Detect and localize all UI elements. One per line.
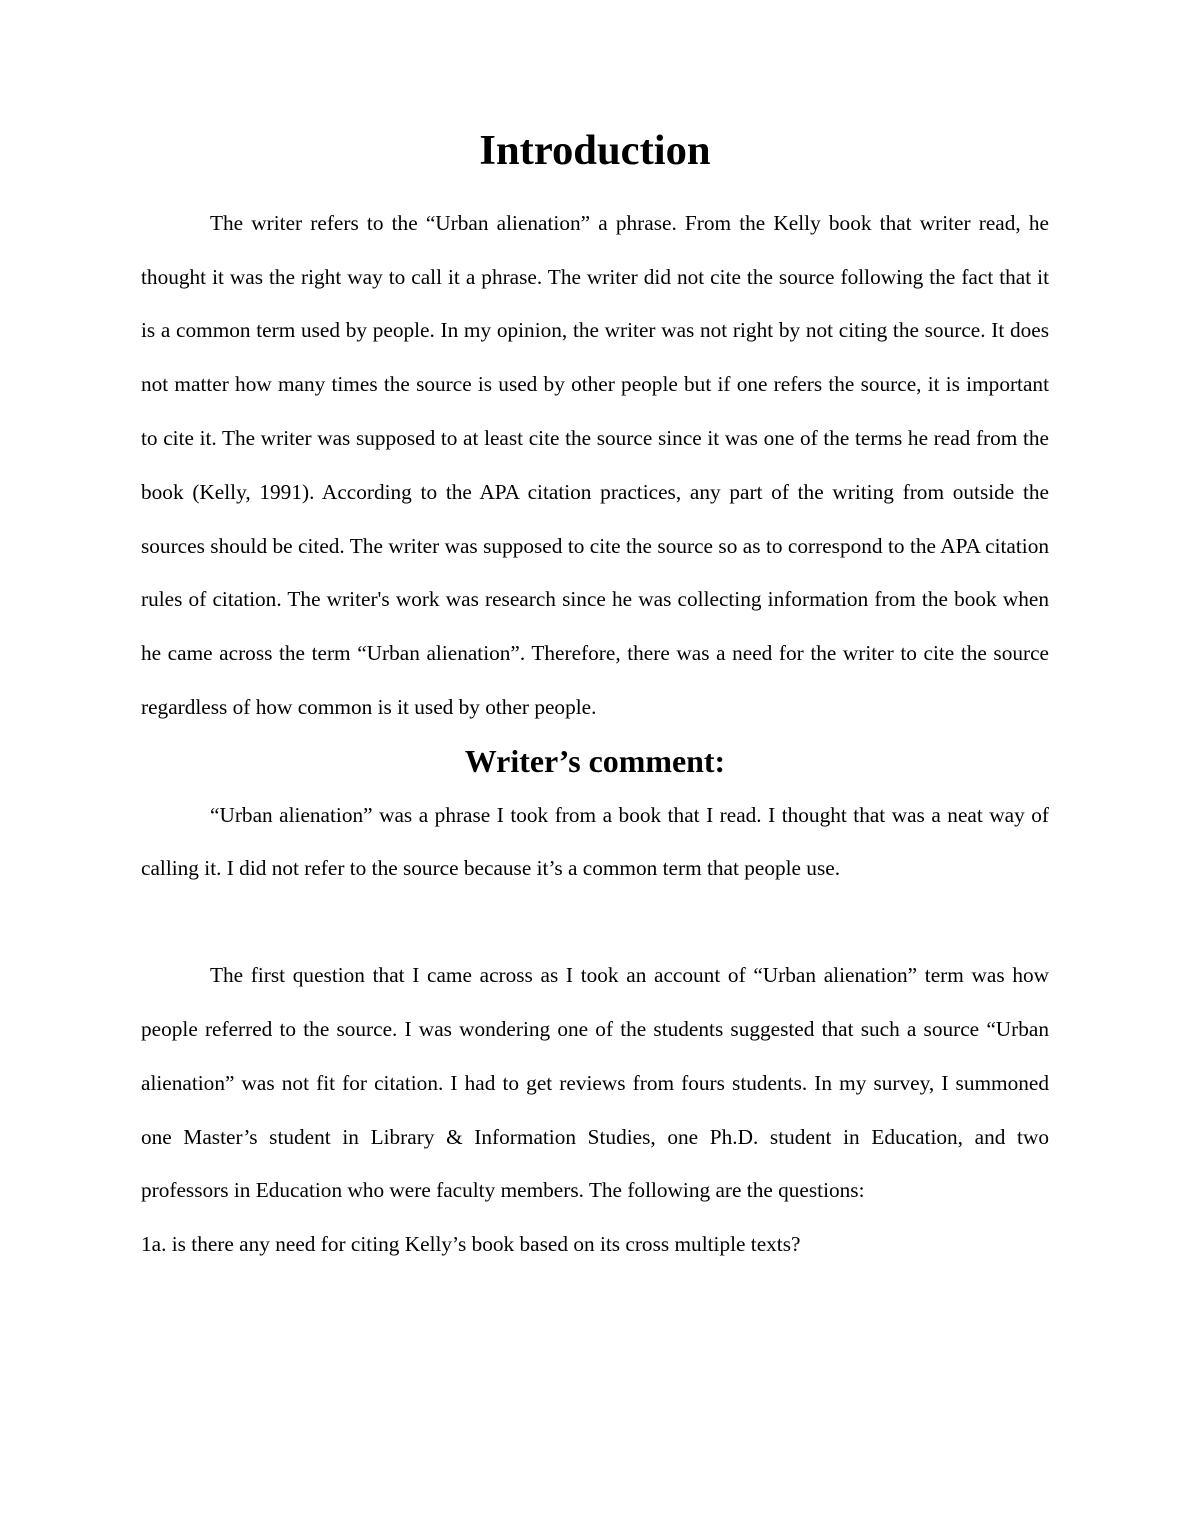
comment-heading: Writer’s comment: xyxy=(464,743,726,779)
comment-paragraph: “Urban alienation” was a phrase I took from a book that I read. I thought that was a neat way of calling it. I did not refer to the source because it’s a common term that people use. xyxy=(141,802,1049,881)
paragraph-spacer xyxy=(141,896,1049,949)
question-1a: 1a. is there any need for citing Kelly’s book based on its cross multiple texts? xyxy=(141,1232,801,1257)
survey-paragraph: The first question that I came across as I took an account of “Urban alienation” term was how people referred to the source. I was wondering one of the students suggested that such a source “Urban alienation” was not fit for citation. I had to get reviews from fours students. In my survey, I summoned one Master’s student in Library & Information Studies, one Ph.D. student in Education, and two professors in Education who were faculty members. The following are the questions: xyxy=(141,963,1049,1203)
document-page xyxy=(141,124,1049,1272)
section-title: Introduction xyxy=(479,127,711,174)
intro-paragraph: The writer refers to the “Urban alienation” a phrase. From the Kelly book that writer read, he thought it was the right way to call it a phrase. The writer did not cite the source following the fact that it is a common term used by people. In my opinion, the writer was not right by not citing the source. It does not matter how many times the source is used by other people but if one refers the source, it is important to cite it. The writer was supposed to at least cite the source since it was one of the terms he read from the book (Kelly, 1991). According to the APA citation practices, any part of the writing from outside the sources should be cited. The writer was supposed to cite the source so as to correspond to the APA citation rules of citation. The writer's work was research since he was collecting information from the book when he came across the term “Urban alienation”. Therefore, there was a need for the writer to cite the source regardless of how common is it used by other people. xyxy=(141,210,1049,719)
